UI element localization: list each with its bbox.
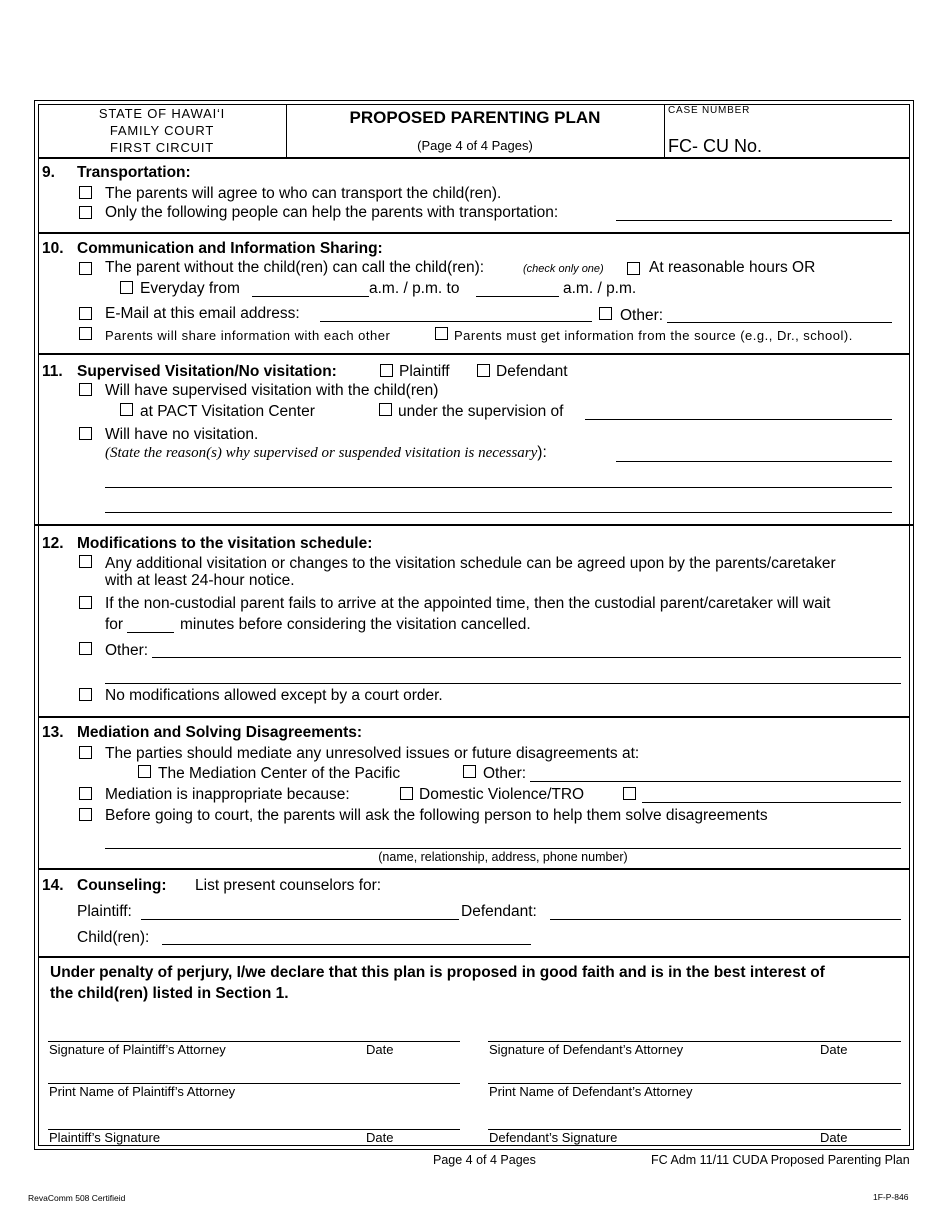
section-number: 12.	[42, 535, 64, 552]
reason-field-line[interactable]	[105, 512, 892, 513]
section-title-mediation: Mediation and Solving Disagreements:	[77, 724, 363, 741]
print-plaintiff-attorney-label: Print Name of Plaintiff’s Attorney	[49, 1084, 236, 1099]
checkbox-share-info[interactable]	[79, 327, 92, 340]
children-counselor-label: Child(ren):	[77, 929, 150, 946]
checkbox-defendant[interactable]	[477, 364, 490, 377]
helper-person-caption: (name, relationship, address, phone number)	[378, 850, 628, 864]
checkbox-additional-visitation[interactable]	[79, 555, 92, 568]
page-count-note: (Page 4 of 4 Pages)	[417, 138, 533, 153]
option-share-info: Parents will share information with each other	[105, 328, 391, 343]
option-mediation-other: Other:	[483, 765, 527, 782]
section-divider	[38, 716, 910, 718]
ampm-label: a.m. / p.m.	[563, 280, 637, 297]
option-pact: at PACT Visitation Center	[140, 403, 315, 420]
section-title-supervised: Supervised Visitation/No visitation:	[77, 363, 337, 380]
checkbox-mediation-center[interactable]	[138, 765, 151, 778]
checkbox-source-info[interactable]	[435, 327, 448, 340]
option-mediate: The parties should mediate any unresolved issues or future disagreements at:	[105, 745, 640, 762]
option-following-people: Only the following people can help the parents with transportation:	[105, 204, 559, 221]
checkbox-inappropriate[interactable]	[79, 787, 92, 800]
checkbox-mediate[interactable]	[79, 746, 92, 759]
option-source-info: Parents must get information from the source (e.g., Dr., school).	[454, 328, 853, 343]
transport-people-field[interactable]	[616, 220, 892, 221]
checkbox-mod-other[interactable]	[79, 642, 92, 655]
defendant-counselor-label: Defendant:	[461, 903, 537, 920]
section-divider	[38, 232, 910, 234]
option-before-court: Before going to court, the parents will ask the following person to help them solve disagreements	[105, 807, 768, 824]
footer-revacomm: RevaComm 508 Certifieid	[28, 1193, 126, 1203]
ampm-to-label: a.m. / p.m. to	[369, 280, 460, 297]
plaintiff-counselor-label: Plaintiff:	[77, 903, 132, 920]
plaintiff-signature-label: Plaintiff’s Signature	[49, 1130, 161, 1145]
supervisor-field[interactable]	[585, 419, 892, 420]
declaration-line1: Under penalty of perjury, I/we declare that this plan is proposed in good faith and is in the best interest of	[50, 964, 825, 981]
sig-plaintiff-attorney-label: Signature of Plaintiff’s Attorney	[49, 1042, 226, 1057]
defendant-signature-label: Defendant’s Signature	[489, 1130, 618, 1145]
checkbox-no-visitation[interactable]	[79, 427, 92, 440]
option-mod-other: Other:	[105, 642, 149, 659]
case-number-value[interactable]: FC- CU No.	[668, 136, 762, 156]
wait-minutes-field[interactable]	[127, 632, 174, 633]
everyday-to-field[interactable]	[476, 296, 559, 297]
checkbox-inappropriate-other[interactable]	[623, 787, 636, 800]
checkbox-domestic-violence[interactable]	[400, 787, 413, 800]
reason-text: (State the reason(s) why supervised or suspended visitation is necessary	[105, 445, 538, 461]
court-state: STATE OF HAWAI‘I	[98, 106, 226, 121]
comm-other-field[interactable]	[667, 322, 892, 323]
footer-form-code: 1F-P-846	[873, 1192, 909, 1202]
declaration-line2: the child(ren) listed in Section 1.	[50, 985, 289, 1002]
section-title-modifications: Modifications to the visitation schedule:	[77, 535, 373, 552]
checkbox-supervised[interactable]	[79, 383, 92, 396]
check-only-one-note: (check only one)	[523, 263, 604, 275]
footer-form-id: FC Adm 11/11 CUDA Proposed Parenting Plan	[651, 1153, 910, 1167]
section-number: 13.	[42, 724, 64, 741]
section-title-communication: Communication and Information Sharing:	[77, 240, 383, 257]
checkbox-no-modifications[interactable]	[79, 688, 92, 701]
option-agree-transport: The parents will agree to who can transport the child(ren).	[105, 185, 502, 202]
reason-field[interactable]	[616, 461, 892, 462]
everyday-from-field[interactable]	[252, 296, 369, 297]
checkbox-can-call[interactable]	[79, 262, 92, 275]
option-no-modifications: No modifications allowed except by a court order.	[105, 687, 443, 704]
section-divider	[34, 524, 914, 526]
option-no-visitation: Will have no visitation.	[105, 426, 259, 443]
option-fails-to-arrive: If the non-custodial parent fails to arrive at the appointed time, then the custodial parent/caretaker will wait	[105, 595, 831, 612]
reason-instruction	[105, 444, 547, 462]
inappropriate-other-field[interactable]	[642, 802, 901, 803]
checkbox-email[interactable]	[79, 307, 92, 320]
checkbox-comm-other[interactable]	[599, 307, 612, 320]
option-email: E-Mail at this email address:	[105, 305, 300, 322]
counselors-instruction: List present counselors for:	[195, 877, 382, 894]
option-mediation-center: The Mediation Center of the Pacific	[158, 765, 401, 782]
mediation-other-field[interactable]	[530, 781, 901, 782]
court-family: FAMILY COURT	[109, 123, 215, 138]
section-divider	[38, 868, 910, 870]
date-label: Date	[820, 1130, 848, 1145]
option-supervised: Will have supervised visitation with the child(ren)	[105, 382, 439, 399]
date-label: Date	[820, 1042, 848, 1057]
defendant-counselor-field[interactable]	[550, 919, 901, 920]
checkbox-reasonable-hours[interactable]	[627, 262, 640, 275]
date-label: Date	[366, 1042, 394, 1057]
page-title: PROPOSED PARENTING PLAN	[349, 108, 601, 127]
section-divider	[38, 353, 910, 355]
footer-page-count: Page 4 of 4 Pages	[433, 1153, 536, 1167]
section-number: 10.	[42, 240, 64, 257]
checkbox-fails-to-arrive[interactable]	[79, 596, 92, 609]
checkbox-agree-transport[interactable]	[79, 186, 92, 199]
checkbox-before-court[interactable]	[79, 808, 92, 821]
email-field[interactable]	[320, 321, 592, 322]
option-supervision-of: under the supervision of	[398, 403, 564, 420]
case-number-label: CASE NUMBER	[668, 105, 751, 116]
option-domestic-violence: Domestic Violence/TRO	[419, 786, 585, 803]
option-inappropriate: Mediation is inappropriate because:	[105, 786, 350, 803]
helper-person-field[interactable]	[105, 848, 901, 849]
section-number: 11.	[42, 363, 63, 380]
option-defendant: Defendant	[496, 363, 568, 380]
section-number: 9.	[42, 164, 55, 181]
checkbox-mediation-other[interactable]	[463, 765, 476, 778]
checkbox-everyday[interactable]	[120, 281, 133, 294]
sig-defendant-attorney-label: Signature of Defendant’s Attorney	[489, 1042, 684, 1057]
checkbox-following-people[interactable]	[79, 206, 92, 219]
option-plaintiff: Plaintiff	[399, 363, 450, 380]
option-can-call: The parent without the child(ren) can call the child(ren):	[105, 259, 485, 276]
option-reasonable-hours: At reasonable hours OR	[649, 259, 816, 276]
wait-minutes-text: minutes before considering the visitation cancelled.	[180, 616, 531, 633]
reason-field-line[interactable]	[105, 487, 892, 488]
plaintiff-counselor-field[interactable]	[141, 919, 459, 920]
option-comm-other: Other:	[620, 307, 664, 324]
section-divider	[38, 956, 910, 958]
option-everyday: Everyday from	[140, 280, 240, 297]
wait-for-label: for	[105, 616, 124, 633]
option-additional-visitation: Any additional visitation or changes to the visitation schedule can be agreed upon by the parents/caretaker	[105, 555, 836, 572]
checkbox-supervision-of[interactable]	[379, 403, 392, 416]
option-additional-visitation-cont: with at least 24-hour notice.	[105, 572, 295, 589]
header-divider	[664, 104, 665, 158]
mod-other-field[interactable]	[152, 657, 901, 658]
checkbox-pact[interactable]	[120, 403, 133, 416]
mod-other-field-line[interactable]	[105, 683, 901, 684]
section-title-counseling: Counseling:	[77, 877, 167, 894]
header-bottom-rule	[38, 157, 910, 159]
children-counselor-field[interactable]	[162, 944, 531, 945]
print-defendant-attorney-label: Print Name of Defendant’s Attorney	[489, 1084, 693, 1099]
reason-end: ):	[537, 444, 547, 461]
court-circuit: FIRST CIRCUIT	[109, 140, 215, 155]
checkbox-plaintiff[interactable]	[380, 364, 393, 377]
date-label: Date	[366, 1130, 394, 1145]
section-number: 14.	[42, 877, 64, 894]
section-title-transportation: Transportation:	[77, 164, 191, 181]
